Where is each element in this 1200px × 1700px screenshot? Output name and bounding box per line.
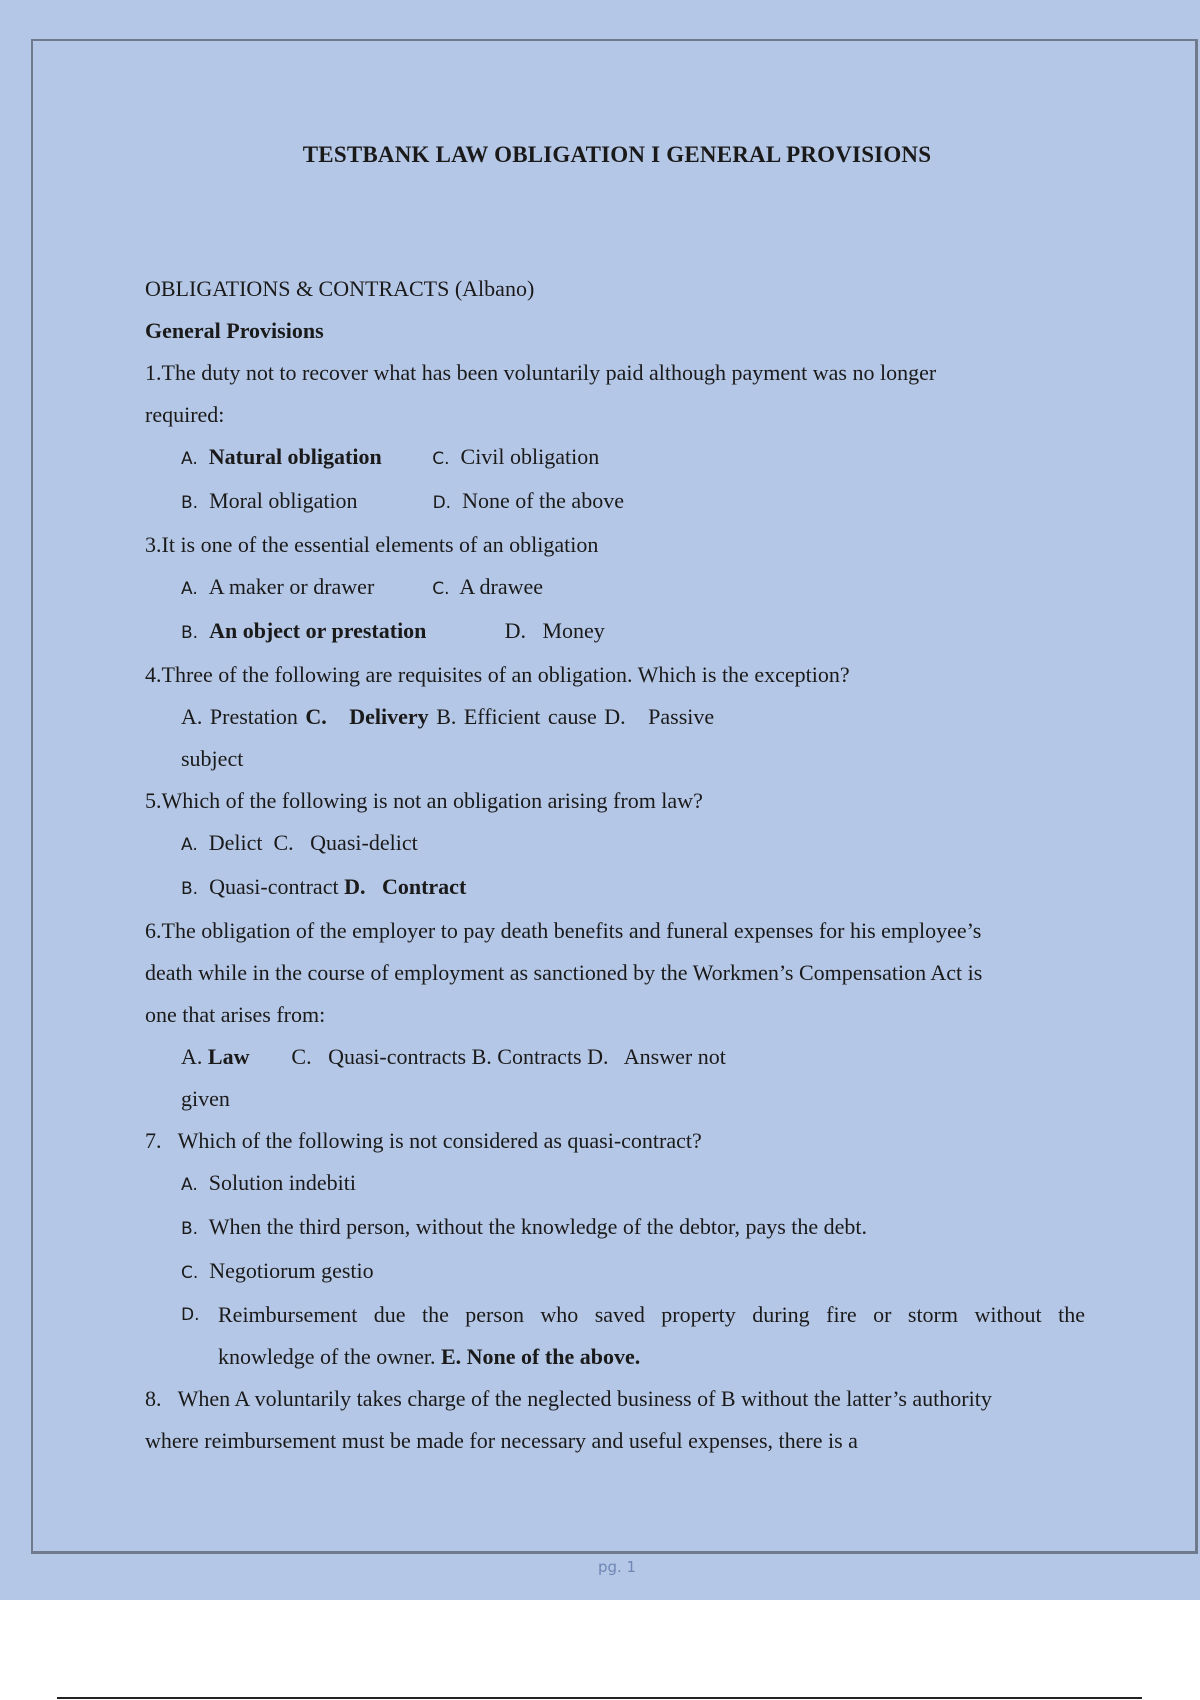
q7-option-e: E. None of the above.	[441, 1344, 641, 1369]
question-6-cont-2: one that arises from:	[145, 1002, 326, 1027]
q6-options-wrap: given	[181, 1086, 230, 1111]
q3-options-row-1	[145, 566, 1085, 610]
option-letter: B.	[181, 1219, 199, 1239]
q7-option-a-row	[145, 1162, 1085, 1206]
q5-option-a: Delict	[208, 830, 263, 855]
q7-option-d: Reimbursement due the person who saved property during fire or storm without the	[218, 1302, 1085, 1327]
option-letter: D.	[432, 493, 452, 513]
q5-option-d: D. Contract	[344, 874, 467, 899]
option-letter: A.	[181, 1175, 198, 1195]
option-letter: D.	[181, 1305, 200, 1325]
q7-option-c: Negotiorum gestio	[209, 1258, 374, 1283]
q1-option-c: Civil obligation	[460, 444, 600, 469]
q6-option-a-letter: A.	[181, 1044, 203, 1069]
question-8: 8. When A voluntarily takes charge of the neglected business of B without the latter’s authority	[145, 1386, 992, 1411]
q5-option-c: C. Quasi-delict	[273, 830, 418, 855]
q4-options-wrap: subject	[181, 746, 244, 771]
q4-option-c: C. Delivery	[305, 704, 429, 729]
option-letter: A.	[181, 579, 198, 599]
option-letter: C.	[432, 579, 450, 599]
q1-option-a: Natural obligation	[208, 444, 382, 469]
q4-options-rest: B. Efficient cause D. Passive	[436, 704, 715, 729]
option-letter: A.	[181, 835, 198, 855]
q6-options-rest: C. Quasi-contracts B. Contracts D. Answer not	[291, 1044, 726, 1069]
option-letter: C.	[432, 449, 450, 469]
q3-option-a: A maker or drawer	[208, 574, 375, 599]
q4-options-row	[145, 696, 1085, 738]
q4-option-a: A. Prestation	[181, 704, 298, 729]
q5-option-b: Quasi-contract	[209, 874, 339, 899]
footer-rule	[57, 1697, 1142, 1699]
q7-option-c-row	[145, 1250, 1085, 1294]
q7-option-d-cont	[145, 1336, 1085, 1378]
option-letter: A.	[181, 449, 198, 469]
subtitle: OBLIGATIONS & CONTRACTS (Albano)	[145, 276, 535, 301]
question-4: 4.Three of the following are requisites of an obligation. Which is the exception?	[145, 662, 850, 687]
question-6-cont: death while in the course of employment as sanctioned by the Workmen’s Compensation Act is	[145, 960, 983, 985]
q3-option-b: An object or prestation	[209, 618, 427, 643]
question-6: 6.The obligation of the employer to pay death benefits and funeral expenses for his employee’s	[145, 918, 982, 943]
q1-option-b: Moral obligation	[209, 488, 358, 513]
option-letter: C.	[181, 1263, 199, 1283]
question-5: 5.Which of the following is not an obligation arising from law?	[145, 788, 703, 813]
option-letter: B.	[181, 879, 199, 899]
q1-options-row-2	[145, 480, 1085, 524]
document-title: TESTBANK LAW OBLIGATION I GENERAL PROVISIONS	[302, 142, 932, 167]
option-letter: B.	[181, 493, 199, 513]
q7-option-d-row	[145, 1294, 1085, 1336]
question-1: 1.The duty not to recover what has been voluntarily paid although payment was no longer	[145, 360, 937, 385]
page-number: pg. 1	[597, 1558, 637, 1576]
q7-option-b-row	[145, 1206, 1085, 1250]
document-body	[145, 268, 1085, 1462]
q7-option-a: Solution indebiti	[208, 1170, 357, 1195]
q1-options-row-1	[145, 436, 1085, 480]
q6-option-a: Law	[207, 1044, 250, 1069]
q7-option-d-text-2: knowledge of the owner.	[218, 1344, 436, 1369]
option-letter: B.	[181, 623, 199, 643]
section-heading: General Provisions	[145, 318, 324, 343]
q3-option-d: D. Money	[504, 618, 605, 643]
question-3: 3.It is one of the essential elements of an obligation	[145, 532, 599, 557]
q3-option-c: A drawee	[459, 574, 543, 599]
q1-option-d: None of the above	[462, 488, 624, 513]
q7-option-b: When the third person, without the knowledge of the debtor, pays the debt.	[208, 1214, 868, 1239]
question-8-cont: where reimbursement must be made for necessary and useful expenses, there is a	[145, 1428, 858, 1453]
q5-options-row-1	[145, 822, 1085, 866]
q3-options-row-2	[145, 610, 1085, 654]
question-7: 7. Which of the following is not considered as quasi-contract?	[145, 1128, 702, 1153]
question-1-cont: required:	[145, 402, 225, 427]
q6-options-row	[145, 1036, 1085, 1078]
q5-options-row-2	[145, 866, 1085, 910]
